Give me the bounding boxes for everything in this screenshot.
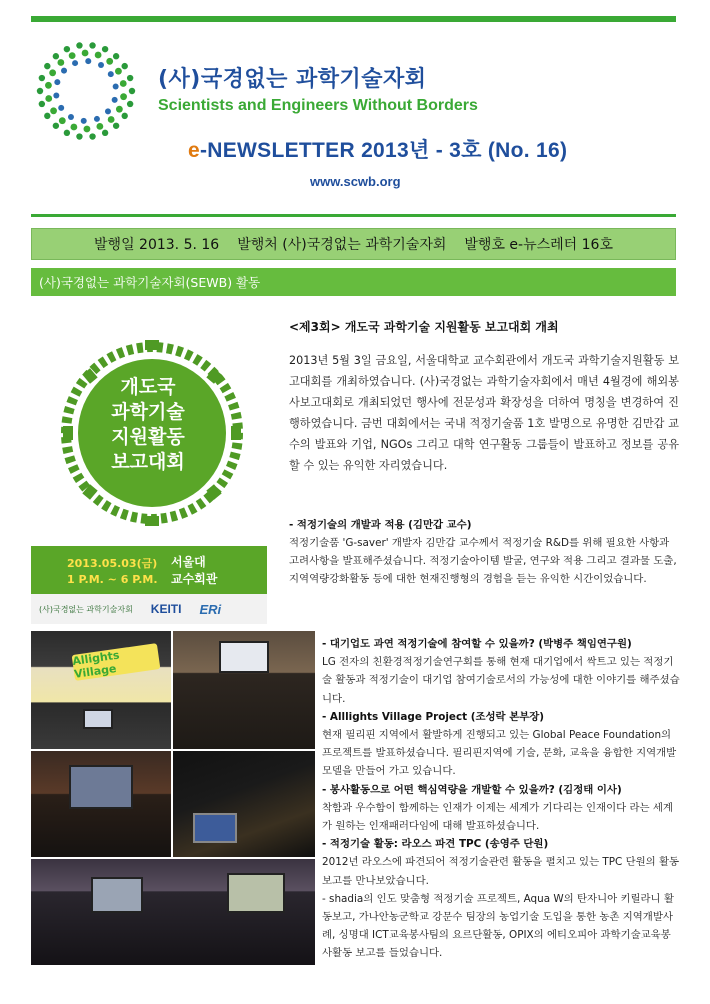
logo-dot [49, 69, 56, 76]
logo-dot [105, 108, 111, 114]
logo-dot [70, 124, 77, 131]
logo-dot [108, 71, 114, 77]
logo-dot [115, 68, 122, 75]
logo-dot [84, 126, 91, 133]
logo-dot [82, 50, 89, 57]
logo-dot [113, 84, 119, 90]
logo-dot [129, 88, 135, 94]
logo-dot [89, 133, 95, 139]
logo-dot [113, 53, 119, 59]
logo-dot [85, 58, 91, 64]
section-title-bar: (사)국경없는 과학기술자회(SEWB) 활동 [31, 268, 676, 296]
issue-number: 발행호 e-뉴스레터 16호 [464, 237, 613, 253]
logo-dot [95, 52, 102, 59]
logo-dot [39, 75, 45, 81]
logo-dot [89, 42, 95, 48]
talk-body: 2012년 라오스에 파견되어 적정기술관련 활동을 펼치고 있는 TPC 단원의 활동보고를 만나보았습니다. [322, 856, 680, 887]
logo-dot [81, 118, 87, 124]
talk-body: - shadia의 인도 맞춤형 적정기술 프로젝트, Aqua W의 탄자니아 키릴라니 활동보고, 가나안농군학교 강문수 팀장의 농업기술 도입을 통한 농촌 지역개발사례, 싱명대 ICT교육봉사팀의 요르단활동, OPIX의 에티오피아 과학기술교육봉사활동 보고를 들었습니다. [322, 892, 674, 960]
poster-date-block [67, 556, 158, 588]
logo-dot [53, 92, 59, 98]
event-photo [173, 631, 315, 749]
logo-dot [113, 123, 119, 129]
poster-place-block [171, 554, 217, 588]
talk-block [322, 890, 680, 963]
talk-block [289, 516, 679, 588]
issue-publisher: 발행처 (사)국경없는 과학기술자회 [237, 237, 447, 253]
logo-dot [69, 52, 76, 59]
website-link[interactable]: www.scwb.org [310, 174, 401, 189]
logo-dot [53, 53, 59, 59]
logo-dot [98, 62, 104, 68]
talk-body: LG 전자의 친환경적정기술연구회를 통해 현재 대기업에서 싹트고 있는 적정기술 활동과 적정기술이 대기업 참여기술로서의 가능성에 대한 이야기를 해주셨습니다. [322, 656, 680, 705]
poster-line: 개도국 [120, 376, 176, 398]
talk-body: 현재 필리핀 지역에서 활발하게 진행되고 있는 Global Peace Foundation의 프로젝트를 발표하셨습니다. 필리핀지역에 기술, 문화, 교육을 융합한 지역개발 모델을 만들어 가고 있습니다. [322, 729, 677, 778]
talk-block [322, 635, 680, 708]
talk-body: 적정기술품 'G-saver' 개발자 김만갑 교수께서 적정기술 R&D를 위해 필요한 사항과 고려사항을 발표해주셨습니다. 적정기술아이템 발굴, 연구와 적용 그리고 결과물 도출, 지역역량강화활동 등에 대한 현재진행형의 경험을 듣는 유익한 시간이었습니다. [289, 537, 677, 585]
logo-dot [102, 46, 108, 52]
talk-title: - 대기업도 과연 적정기술에 참여할 수 있을까? (박병주 책임연구원) [322, 638, 632, 650]
logo-dot [45, 95, 52, 102]
logo-dot [59, 117, 66, 124]
talk-body: 착함과 우수함이 함께하는 인재가 이제는 세계가 기다리는 인재이다 라는 세계가 원하는 인재패러다임에 대해 발표하셨습니다. [322, 801, 673, 833]
sewb-logo [30, 35, 142, 147]
logo-dot [37, 88, 43, 94]
logo-dot [64, 130, 70, 136]
talk-title: - Alllights Village Project (조성락 본부장) [322, 710, 545, 723]
logo-dot [120, 80, 127, 87]
poster-place-1: 서울대 [171, 555, 206, 569]
logo-dot [53, 123, 59, 129]
logo-dot [112, 97, 118, 103]
issue-info-bar [31, 228, 676, 260]
logo-dot [64, 46, 70, 52]
talk-block [322, 835, 680, 890]
logo-dot [44, 113, 50, 119]
allights-village-sign: Allights Village [72, 643, 161, 681]
newsletter-title [188, 134, 567, 164]
event-photo [31, 859, 315, 965]
event-photo [31, 751, 171, 857]
logo-dot [68, 114, 74, 120]
logo-dot [94, 116, 100, 122]
logo-dot [121, 113, 127, 119]
logo-dot [50, 107, 57, 114]
org-title-english: Scientists and Engineers Without Borders [158, 97, 478, 114]
org-title-korean: (사)국경없는 과학기술자회 [158, 67, 427, 92]
logo-dot [39, 101, 45, 107]
talk-title: - 적정기술 활동: 라오스 파견 TPC (송영주 단원) [322, 838, 549, 851]
logo-dot [76, 133, 82, 139]
event-photo [173, 751, 315, 857]
logo-dot [96, 123, 103, 130]
talk-block [322, 708, 680, 781]
newsletter-title-text: -NEWSLETTER 2013년 - 3호 (No. 16) [199, 139, 568, 162]
logo-dot [44, 63, 50, 69]
solar-panel-shape [193, 813, 237, 843]
logo-dot [76, 42, 82, 48]
event-photo-collage [31, 631, 315, 965]
poster-info-band [31, 546, 267, 594]
talk-list [322, 635, 680, 963]
poster-headline [88, 375, 208, 475]
issue-date: 발행일 2013. 5. 16 [94, 237, 220, 253]
event-poster [31, 318, 267, 624]
poster-sponsor-logos [31, 594, 267, 624]
logo-dot [121, 63, 127, 69]
poster-line: 지원활동 [111, 426, 185, 448]
sponsor-keiti: KEITI [150, 602, 182, 616]
projector-screen-shape [69, 765, 133, 809]
projector-screen-shape [219, 641, 269, 673]
talk-title: - 적정기술의 개발과 적용 (김만갑 교수) [289, 519, 472, 531]
logo-dot [108, 116, 115, 123]
logo-dot [127, 101, 133, 107]
event-photo [31, 631, 171, 749]
logo-dot [106, 58, 113, 65]
laptop-shape [83, 709, 113, 729]
talk-block [322, 781, 680, 836]
top-rule [31, 16, 676, 22]
talk-title: - 봉사활동으로 어떤 핵심역량을 개발할 수 있을까? (김정태 이사) [322, 783, 622, 796]
logo-dot [127, 75, 133, 81]
sponsor-sewb: (사)국경없는 과학기술자회 [39, 604, 133, 614]
logo-dot [54, 79, 60, 85]
article-heading: <제3회> 개도국 과학기술 지원활동 보고대회 개최 [289, 320, 559, 334]
poster-line: 과학기술 [111, 401, 185, 423]
projector-screen-shape [227, 873, 285, 913]
poster-time: 1 P.M. ~ 6 P.M. [67, 573, 158, 586]
projector-screen-shape [91, 877, 143, 913]
header-divider [31, 214, 676, 217]
article-body: 2013년 5월 3일 금요일, 서울대학교 교수회관에서 개도국 과학기술지원활동 보고대회를 개최하였습니다. (사)국경없는 과학기술자회에서 매년 4월경에 해외봉사보고대회로 개최되었던 행사에 전문성과 확장성을 더하여 명칭을 변경하여 진행하였습니다. 금번 대회에서는 국내 적정기술품 1호 발명으로 유명한 김만갑 교수의 발표와 기업, NGOs 그리고 대학 연구활동 그룹들이 발표하고 정보를 공유할 수 있는 유익한 자리였습니다. [289, 354, 679, 472]
logo-dot [102, 130, 108, 136]
sponsor-eri: ERi [199, 601, 222, 617]
logo-dot [120, 93, 127, 100]
logo-dot [45, 82, 52, 89]
logo-dot [58, 105, 64, 111]
newsletter-e-prefix: e [188, 139, 200, 162]
logo-dot [72, 60, 78, 66]
poster-line: 보고대회 [111, 451, 185, 473]
logo-dot [116, 106, 123, 113]
poster-date: 2013.05.03(금) [67, 557, 158, 570]
logo-dot [57, 59, 64, 66]
logo-dot [61, 68, 67, 74]
poster-place-2: 교수회관 [171, 572, 218, 586]
